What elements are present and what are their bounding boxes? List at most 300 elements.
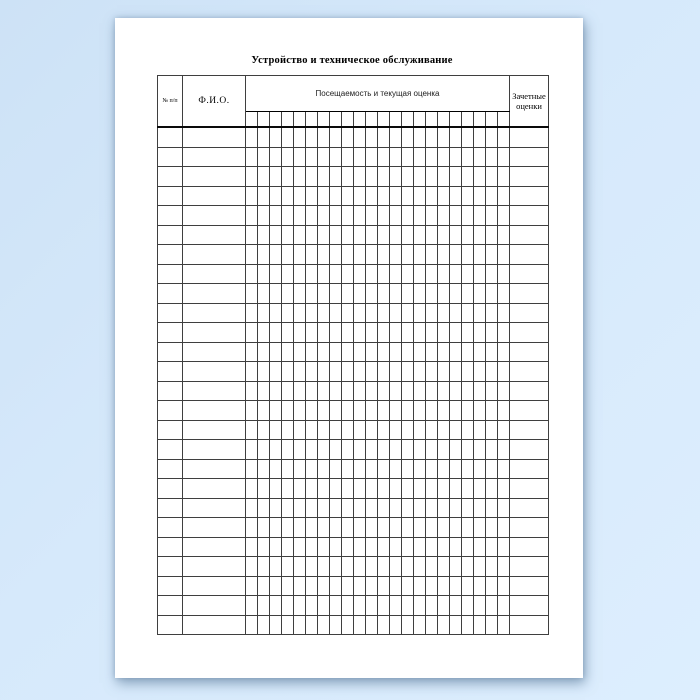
attendance-cell xyxy=(474,342,486,362)
attendance-cell xyxy=(450,167,462,187)
attendance-cell xyxy=(486,323,498,343)
attendance-cell xyxy=(450,498,462,518)
attendance-cell xyxy=(318,167,330,187)
attendance-cell xyxy=(474,537,486,557)
table-row xyxy=(158,147,549,167)
attendance-cell xyxy=(450,479,462,499)
attendance-cell xyxy=(246,362,258,382)
attendance-cell xyxy=(330,342,342,362)
attendance-cell xyxy=(270,284,282,304)
attendance-cell xyxy=(486,557,498,577)
attendance-cell xyxy=(246,206,258,226)
attendance-cell xyxy=(330,440,342,460)
attendance-cell xyxy=(282,245,294,265)
credit-grade-cell xyxy=(510,225,549,245)
attendance-cell xyxy=(258,342,270,362)
attendance-cell xyxy=(342,440,354,460)
attendance-cell xyxy=(390,127,402,147)
attendance-cell xyxy=(330,264,342,284)
row-name-cell xyxy=(183,401,246,421)
credit-grade-cell xyxy=(510,342,549,362)
attendance-cell xyxy=(318,596,330,616)
row-name-cell xyxy=(183,459,246,479)
attendance-cell xyxy=(282,186,294,206)
credit-grade-cell xyxy=(510,498,549,518)
attendance-cell xyxy=(438,127,450,147)
row-number-cell xyxy=(158,596,183,616)
attendance-cell xyxy=(270,596,282,616)
attendance-cell xyxy=(342,557,354,577)
attendance-cell xyxy=(474,381,486,401)
attendance-cell xyxy=(294,225,306,245)
attendance-cell xyxy=(342,401,354,421)
attendance-cell xyxy=(498,420,510,440)
attendance-cell xyxy=(426,225,438,245)
attendance-cell xyxy=(486,401,498,421)
attendance-cell xyxy=(474,459,486,479)
attendance-cell xyxy=(366,479,378,499)
attendance-cell xyxy=(462,401,474,421)
attendance-cell xyxy=(498,557,510,577)
attendance-cell xyxy=(402,284,414,304)
credit-grade-cell xyxy=(510,167,549,187)
attendance-cell xyxy=(462,596,474,616)
attendance-cell xyxy=(426,342,438,362)
attendance-cell xyxy=(246,479,258,499)
credit-grade-cell xyxy=(510,459,549,479)
attendance-cell xyxy=(402,440,414,460)
attendance-cell xyxy=(258,596,270,616)
table-row xyxy=(158,167,549,187)
attendance-cell xyxy=(498,323,510,343)
attendance-cell xyxy=(258,362,270,382)
attendance-cell xyxy=(282,342,294,362)
attendance-cell xyxy=(270,303,282,323)
attendance-cell xyxy=(498,440,510,460)
attendance-cell xyxy=(306,284,318,304)
attendance-cell xyxy=(498,127,510,147)
attendance-cell xyxy=(414,459,426,479)
attendance-cell xyxy=(354,245,366,265)
attendance-cell xyxy=(354,206,366,226)
attendance-cell xyxy=(462,615,474,635)
table-row xyxy=(158,284,549,304)
attendance-cell xyxy=(438,323,450,343)
attendance-cell xyxy=(402,127,414,147)
attendance-cell xyxy=(354,381,366,401)
attendance-cell xyxy=(294,323,306,343)
attendance-cell xyxy=(330,498,342,518)
attendance-cell xyxy=(258,537,270,557)
table-row xyxy=(158,127,549,147)
attendance-cell xyxy=(462,284,474,304)
attendance-cell xyxy=(486,284,498,304)
attendance-cell xyxy=(474,323,486,343)
attendance-cell xyxy=(498,362,510,382)
attendance-cell xyxy=(306,245,318,265)
attendance-cell xyxy=(498,537,510,557)
attendance-cell xyxy=(486,537,498,557)
attendance-cell xyxy=(366,498,378,518)
attendance-cell xyxy=(462,557,474,577)
attendance-cell xyxy=(294,147,306,167)
attendance-cell xyxy=(366,323,378,343)
attendance-cell xyxy=(474,576,486,596)
attendance-cell xyxy=(378,420,390,440)
attendance-cell xyxy=(342,381,354,401)
attendance-cell xyxy=(270,323,282,343)
credit-grade-cell xyxy=(510,615,549,635)
attendance-cell xyxy=(426,401,438,421)
attendance-cell xyxy=(390,440,402,460)
attendance-cell xyxy=(378,206,390,226)
attendance-cell xyxy=(474,167,486,187)
attendance-cell xyxy=(426,186,438,206)
attendance-cell xyxy=(342,264,354,284)
attendance-cell xyxy=(414,323,426,343)
attendance-cell xyxy=(318,323,330,343)
attendance-cell xyxy=(366,537,378,557)
column-header-attendance: Посещаемость и текущая оценка xyxy=(246,76,510,112)
attendance-cell xyxy=(258,186,270,206)
attendance-cell xyxy=(474,245,486,265)
row-number-cell xyxy=(158,186,183,206)
attendance-cell xyxy=(282,498,294,518)
table-row xyxy=(158,401,549,421)
attendance-cell xyxy=(426,498,438,518)
attendance-cell xyxy=(474,206,486,226)
attendance-cell xyxy=(354,127,366,147)
attendance-day-subcell xyxy=(438,112,450,128)
attendance-cell xyxy=(474,284,486,304)
credit-grade-cell xyxy=(510,303,549,323)
table-row xyxy=(158,303,549,323)
attendance-cell xyxy=(306,381,318,401)
attendance-cell xyxy=(354,576,366,596)
attendance-cell xyxy=(414,245,426,265)
attendance-cell xyxy=(354,518,366,538)
attendance-cell xyxy=(450,303,462,323)
attendance-cell xyxy=(498,596,510,616)
attendance-cell xyxy=(390,264,402,284)
table-row xyxy=(158,576,549,596)
attendance-cell xyxy=(438,576,450,596)
attendance-cell xyxy=(270,459,282,479)
attendance-cell xyxy=(426,557,438,577)
attendance-cell xyxy=(342,576,354,596)
attendance-cell xyxy=(306,518,318,538)
attendance-cell xyxy=(258,303,270,323)
attendance-cell xyxy=(282,127,294,147)
attendance-cell xyxy=(414,225,426,245)
attendance-cell xyxy=(354,284,366,304)
attendance-cell xyxy=(246,401,258,421)
credit-grade-cell xyxy=(510,206,549,226)
attendance-cell xyxy=(354,615,366,635)
attendance-cell xyxy=(378,323,390,343)
header-row-main xyxy=(158,76,549,112)
row-name-cell xyxy=(183,420,246,440)
attendance-cell xyxy=(462,264,474,284)
attendance-cell xyxy=(258,557,270,577)
attendance-cell xyxy=(426,167,438,187)
attendance-cell xyxy=(282,479,294,499)
attendance-cell xyxy=(318,440,330,460)
attendance-cell xyxy=(426,440,438,460)
attendance-cell xyxy=(342,459,354,479)
attendance-cell xyxy=(402,225,414,245)
attendance-day-subcell xyxy=(246,112,258,128)
attendance-cell xyxy=(354,498,366,518)
credit-grade-cell xyxy=(510,420,549,440)
row-number-cell xyxy=(158,557,183,577)
attendance-cell xyxy=(342,615,354,635)
attendance-cell xyxy=(450,147,462,167)
row-number-cell xyxy=(158,537,183,557)
attendance-cell xyxy=(318,420,330,440)
attendance-cell xyxy=(354,362,366,382)
attendance-cell xyxy=(462,167,474,187)
attendance-cell xyxy=(366,557,378,577)
attendance-cell xyxy=(294,381,306,401)
attendance-cell xyxy=(414,518,426,538)
attendance-cell xyxy=(366,420,378,440)
attendance-cell xyxy=(294,264,306,284)
attendance-cell xyxy=(318,245,330,265)
attendance-day-subcell xyxy=(294,112,306,128)
attendance-cell xyxy=(342,518,354,538)
attendance-cell xyxy=(390,576,402,596)
row-number-cell xyxy=(158,401,183,421)
attendance-cell xyxy=(486,167,498,187)
attendance-cell xyxy=(342,362,354,382)
attendance-cell xyxy=(306,167,318,187)
attendance-cell xyxy=(330,615,342,635)
attendance-cell xyxy=(294,596,306,616)
credit-grade-cell xyxy=(510,596,549,616)
table-row xyxy=(158,381,549,401)
attendance-cell xyxy=(270,381,282,401)
attendance-cell xyxy=(486,459,498,479)
attendance-cell xyxy=(306,342,318,362)
attendance-cell xyxy=(270,440,282,460)
attendance-cell xyxy=(270,498,282,518)
attendance-cell xyxy=(318,381,330,401)
attendance-cell xyxy=(270,518,282,538)
attendance-cell xyxy=(474,596,486,616)
attendance-cell xyxy=(354,459,366,479)
row-number-cell xyxy=(158,342,183,362)
attendance-cell xyxy=(330,459,342,479)
attendance-cell xyxy=(282,167,294,187)
attendance-cell xyxy=(486,303,498,323)
attendance-cell xyxy=(498,518,510,538)
attendance-cell xyxy=(474,225,486,245)
attendance-cell xyxy=(330,225,342,245)
attendance-cell xyxy=(414,362,426,382)
attendance-cell xyxy=(390,206,402,226)
attendance-cell xyxy=(366,459,378,479)
attendance-cell xyxy=(438,206,450,226)
row-number-cell xyxy=(158,284,183,304)
attendance-cell xyxy=(354,420,366,440)
attendance-cell xyxy=(330,479,342,499)
attendance-cell xyxy=(330,127,342,147)
attendance-cell xyxy=(330,401,342,421)
attendance-cell xyxy=(426,576,438,596)
attendance-cell xyxy=(282,362,294,382)
attendance-cell xyxy=(342,225,354,245)
attendance-cell xyxy=(438,596,450,616)
table-row xyxy=(158,342,549,362)
attendance-cell xyxy=(402,147,414,167)
attendance-cell xyxy=(318,147,330,167)
attendance-cell xyxy=(450,596,462,616)
attendance-cell xyxy=(318,342,330,362)
row-name-cell xyxy=(183,381,246,401)
attendance-cell xyxy=(318,518,330,538)
attendance-cell xyxy=(354,264,366,284)
attendance-cell xyxy=(474,479,486,499)
attendance-cell xyxy=(378,537,390,557)
attendance-cell xyxy=(354,596,366,616)
attendance-cell xyxy=(498,576,510,596)
attendance-cell xyxy=(282,206,294,226)
table-row xyxy=(158,479,549,499)
attendance-cell xyxy=(390,498,402,518)
attendance-cell xyxy=(354,225,366,245)
attendance-cell xyxy=(438,225,450,245)
attendance-cell xyxy=(438,440,450,460)
attendance-cell xyxy=(270,479,282,499)
column-header-number: № п/п xyxy=(158,76,183,128)
attendance-cell xyxy=(330,557,342,577)
row-name-cell xyxy=(183,225,246,245)
row-number-cell xyxy=(158,245,183,265)
attendance-cell xyxy=(366,284,378,304)
attendance-cell xyxy=(426,615,438,635)
attendance-cell xyxy=(270,147,282,167)
attendance-cell xyxy=(414,284,426,304)
attendance-cell xyxy=(438,303,450,323)
attendance-cell xyxy=(306,420,318,440)
attendance-cell xyxy=(426,206,438,226)
attendance-cell xyxy=(246,167,258,187)
attendance-cell xyxy=(270,615,282,635)
attendance-cell xyxy=(354,147,366,167)
attendance-cell xyxy=(498,206,510,226)
credit-grade-cell xyxy=(510,362,549,382)
attendance-cell xyxy=(366,303,378,323)
attendance-cell xyxy=(246,498,258,518)
attendance-cell xyxy=(366,362,378,382)
attendance-cell xyxy=(294,186,306,206)
attendance-cell xyxy=(378,459,390,479)
attendance-cell xyxy=(354,537,366,557)
attendance-cell xyxy=(246,459,258,479)
attendance-cell xyxy=(378,127,390,147)
attendance-cell xyxy=(366,576,378,596)
attendance-cell xyxy=(390,615,402,635)
attendance-cell xyxy=(426,264,438,284)
row-name-cell xyxy=(183,498,246,518)
attendance-cell xyxy=(426,381,438,401)
attendance-cell xyxy=(402,479,414,499)
attendance-cell xyxy=(414,186,426,206)
attendance-cell xyxy=(414,479,426,499)
attendance-cell xyxy=(474,264,486,284)
attendance-cell xyxy=(330,245,342,265)
attendance-cell xyxy=(330,147,342,167)
attendance-cell xyxy=(306,127,318,147)
attendance-cell xyxy=(462,323,474,343)
attendance-cell xyxy=(270,225,282,245)
credit-grade-cell xyxy=(510,518,549,538)
attendance-cell xyxy=(270,245,282,265)
attendance-cell xyxy=(378,479,390,499)
attendance-cell xyxy=(246,518,258,538)
attendance-cell xyxy=(366,615,378,635)
attendance-cell xyxy=(414,440,426,460)
attendance-cell xyxy=(402,615,414,635)
attendance-cell xyxy=(378,498,390,518)
attendance-cell xyxy=(498,186,510,206)
table-row xyxy=(158,498,549,518)
attendance-cell xyxy=(294,362,306,382)
attendance-cell xyxy=(342,206,354,226)
attendance-cell xyxy=(426,479,438,499)
attendance-day-subcell xyxy=(390,112,402,128)
attendance-cell xyxy=(378,381,390,401)
attendance-cell xyxy=(282,401,294,421)
attendance-cell xyxy=(462,225,474,245)
attendance-cell xyxy=(498,225,510,245)
attendance-cell xyxy=(330,596,342,616)
attendance-cell xyxy=(282,440,294,460)
attendance-cell xyxy=(342,127,354,147)
row-name-cell xyxy=(183,186,246,206)
page-title: Устройство и техническое обслуживание xyxy=(251,55,453,66)
attendance-cell xyxy=(270,362,282,382)
attendance-cell xyxy=(294,576,306,596)
attendance-day-subcell xyxy=(462,112,474,128)
row-number-cell xyxy=(158,225,183,245)
attendance-cell xyxy=(366,264,378,284)
attendance-cell xyxy=(426,459,438,479)
attendance-cell xyxy=(342,420,354,440)
attendance-cell xyxy=(306,557,318,577)
attendance-cell xyxy=(390,420,402,440)
attendance-cell xyxy=(450,615,462,635)
attendance-cell xyxy=(426,362,438,382)
attendance-cell xyxy=(426,596,438,616)
attendance-cell xyxy=(378,225,390,245)
attendance-day-subcell xyxy=(450,112,462,128)
row-name-cell xyxy=(183,245,246,265)
attendance-cell xyxy=(390,381,402,401)
row-name-cell xyxy=(183,479,246,499)
attendance-cell xyxy=(438,498,450,518)
attendance-cell xyxy=(246,537,258,557)
attendance-cell xyxy=(402,303,414,323)
attendance-cell xyxy=(414,576,426,596)
attendance-cell xyxy=(450,186,462,206)
attendance-cell xyxy=(474,498,486,518)
attendance-cell xyxy=(318,557,330,577)
attendance-cell xyxy=(294,459,306,479)
attendance-cell xyxy=(450,557,462,577)
attendance-cell xyxy=(306,362,318,382)
